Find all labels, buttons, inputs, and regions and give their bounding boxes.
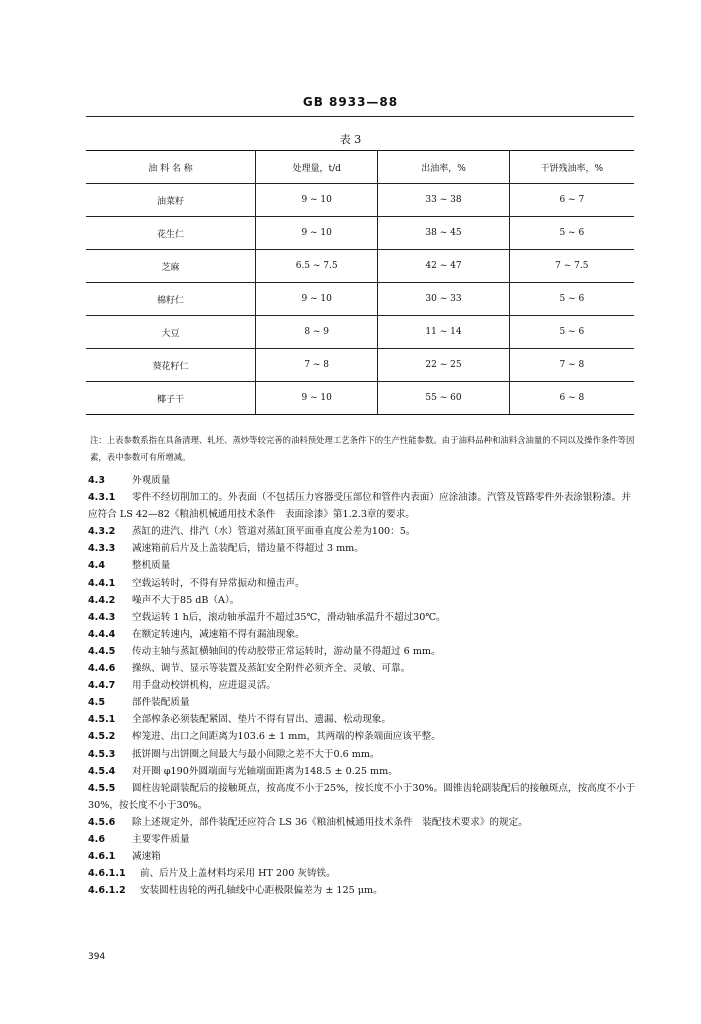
table-cell: 7 ~ 8 [509, 349, 634, 382]
clause-text: 外观质量 [132, 475, 171, 486]
table-cell: 9 ~ 10 [256, 283, 378, 316]
clause [88, 609, 636, 626]
clause-number: 4.4 [88, 560, 105, 572]
clause-number: 4.6.1.1 [88, 868, 126, 880]
clause [88, 626, 636, 643]
clause-text: 圆柱齿轮副装配后的接触斑点，按高度不小于25%，按长度不小于30%。圆锥齿轮副装配后的接触斑点，按高度不小于30%，按长度不小于30%。 [88, 782, 636, 811]
table-cell: 6 ~ 7 [509, 184, 634, 217]
table-cell: 5 ~ 6 [509, 316, 634, 349]
clause-text: 安装圆柱齿轮的两孔轴线中心距极限偏差为 ± 125 μm。 [140, 885, 383, 897]
table-cell: 花生仁 [86, 217, 256, 250]
clause [88, 489, 636, 523]
table-cell: 33 ~ 38 [378, 184, 509, 217]
clause-text: 全部榨条必须装配紧固、垫片不得有冒出、遗漏、松动现象。 [132, 714, 392, 726]
clause-number: 4.4.6 [88, 663, 116, 675]
table-cell: 55 ~ 60 [378, 382, 509, 415]
clause-text: 减速箱 [132, 851, 161, 863]
clause-list [88, 472, 636, 899]
table-cell: 8 ~ 9 [256, 316, 378, 349]
clause-number: 4.3.1 [88, 492, 116, 504]
table-cell: 7 ~ 7.5 [509, 250, 634, 283]
clause-text: 噪声不大于85 dB（A）。 [132, 594, 240, 606]
table-cell: 棉籽仁 [86, 283, 256, 316]
clause-number: 4.4.2 [88, 594, 116, 606]
section-heading [88, 557, 636, 574]
table-cell: 6.5 ~ 7.5 [256, 250, 378, 283]
table-cell: 11 ~ 14 [378, 316, 509, 349]
clause-text: 前、后片及上盖材料均采用 HT 200 灰铸铁。 [140, 868, 336, 880]
clause-text: 整机质量 [132, 560, 171, 572]
table-row [86, 217, 634, 250]
clause [88, 848, 636, 865]
table-title: 表 3 [339, 133, 362, 146]
column-header: 出油率，% [378, 151, 509, 184]
clause-text: 零件不经切削加工的。外表面（不包括压力容器受压部位和管件内表面）应涂油漆。汽管及管路零件外表涂银粉漆。并应符合 LS 42—82《粮油机械通用技术条件 表面涂漆》第1.2.3章的要求。 [88, 492, 631, 521]
table-cell: 9 ~ 10 [256, 184, 378, 217]
clause-number: 4.6.1.2 [88, 885, 126, 897]
table-cell: 油菜籽 [86, 184, 256, 217]
clause-text: 传动主轴与蒸缸横轴间的传动胶带正常运转时，游动量不得超过 6 mm。 [132, 645, 441, 657]
table-cell: 5 ~ 6 [509, 283, 634, 316]
table-cell: 7 ~ 8 [256, 349, 378, 382]
clause [88, 643, 636, 660]
table-cell: 5 ~ 6 [509, 217, 634, 250]
clause-number: 4.3.3 [88, 543, 116, 555]
table-note: 注：上表参数系指在具备清理、轧坯、蒸炒等较完善的油料预处理工艺条件下的生产性能参数。由于油料品种和油料含油量的不同以及操作条件等因素，表中参数可有所增减。 [90, 435, 635, 462]
column-header: 处理量，t/d [256, 151, 378, 184]
table-cell: 30 ~ 33 [378, 283, 509, 316]
clause-text: 榨笼进、出口之间距离为103.6 ± 1 mm，其两端的榨条端面应该平整。 [132, 731, 441, 743]
column-header: 干饼残油率，% [509, 151, 634, 184]
table-cell: 大豆 [86, 316, 256, 349]
clause-number: 4.5.6 [88, 816, 116, 828]
clause [88, 814, 636, 831]
table-cell: 38 ~ 45 [378, 217, 509, 250]
clause-number: 4.5.3 [88, 748, 116, 760]
clause-number: 4.5.2 [88, 731, 116, 743]
production-parameters-table [86, 150, 634, 415]
clause-number: 4.6 [88, 833, 105, 845]
clause-number: 4.4.1 [88, 577, 116, 589]
clause-text: 部件装配质量 [132, 697, 190, 709]
clause-number: 4.4.4 [88, 628, 116, 640]
table-row [86, 382, 634, 415]
table-cell: 9 ~ 10 [256, 382, 378, 415]
clause-number: 4.4.7 [88, 680, 116, 692]
table-cell: 42 ~ 47 [378, 250, 509, 283]
clause [88, 523, 636, 540]
column-header: 油 料 名 称 [86, 151, 256, 184]
clause [88, 763, 636, 780]
clause-text: 对开圈 φ190外圆端面与光轴端面距离为148.5 ± 0.25 mm。 [132, 765, 398, 777]
section-heading [88, 831, 636, 848]
clause-number: 4.5.5 [88, 782, 116, 794]
clause-number: 4.5 [88, 697, 105, 709]
table-header-row [86, 151, 634, 184]
clause-text: 蒸缸的进汽、排汽（水）管道对蒸缸顶平面垂直度公差为100：5。 [132, 526, 416, 538]
clause-number: 4.5.1 [88, 714, 116, 726]
section-heading [88, 694, 636, 711]
clause [88, 780, 636, 814]
section-heading [88, 472, 636, 489]
standard-code: GB 8933—88 [302, 95, 399, 109]
table-cell: 9 ~ 10 [256, 217, 378, 250]
clause [88, 711, 636, 728]
table-cell: 22 ~ 25 [378, 349, 509, 382]
clause-text: 用手盘动校饼机构，应进退灵活。 [132, 680, 276, 692]
clause-text: 除上述规定外，部件装配还应符合 LS 36《粮油机械通用技术条件 装配技术要求》的规定。 [132, 816, 528, 828]
clause-text: 抵饼圈与出饼圈之间最大与最小间隙之差不大于0.6 mm。 [132, 748, 380, 760]
clause-number: 4.4.3 [88, 611, 116, 623]
clause-text: 减速箱前后片及上盖装配后，错边量不得超过 3 mm。 [132, 543, 364, 555]
table-row [86, 184, 634, 217]
clause-number: 4.5.4 [88, 765, 116, 777]
table-row [86, 283, 634, 316]
clause [88, 575, 636, 592]
clause [88, 746, 636, 763]
clause-number: 4.4.5 [88, 645, 116, 657]
clause [88, 728, 636, 745]
table-row [86, 316, 634, 349]
table-cell: 芝麻 [86, 250, 256, 283]
table-cell: 6 ~ 8 [509, 382, 634, 415]
clause [88, 660, 636, 677]
clause-number: 4.3.2 [88, 526, 116, 538]
clause-text: 空载运转时，不得有异常振动和撞击声。 [132, 577, 305, 589]
table-row [86, 250, 634, 283]
clause-number: 4.6.1 [88, 851, 116, 863]
clause-text: 空载运转 1 h后，滚动轴承温升不超过35℃，滑动轴承温升不超过30℃。 [132, 611, 446, 623]
clause [88, 592, 636, 609]
table-cell: 葵花籽仁 [86, 349, 256, 382]
table-row [86, 349, 634, 382]
clause-text: 在额定转速内，减速箱不得有漏油现象。 [132, 628, 305, 640]
clause [88, 540, 636, 557]
page-number: 394 [88, 952, 106, 962]
clause [88, 865, 636, 882]
table-cell: 椰子干 [86, 382, 256, 415]
clause [88, 677, 636, 694]
clause-text: 主要零件质量 [132, 833, 190, 845]
clause [88, 882, 636, 899]
clause-text: 操纵、调节、显示等装置及蒸缸安全附件必须齐全、灵敏、可靠。 [132, 663, 411, 675]
header-rule [86, 116, 634, 117]
clause-number: 4.3 [88, 475, 105, 486]
